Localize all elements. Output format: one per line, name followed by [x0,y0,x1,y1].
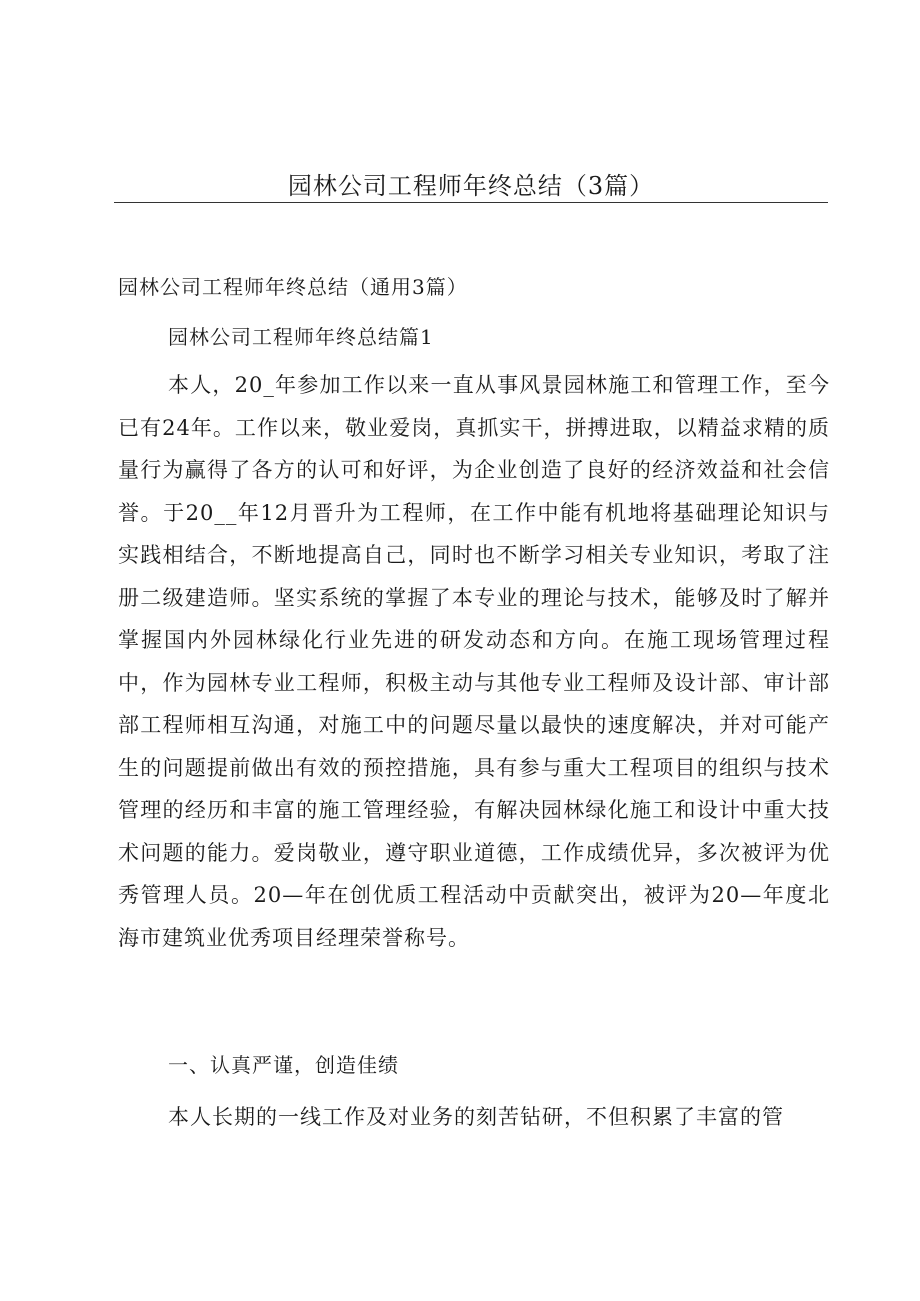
body-paragraph-2: 本人长期的一线工作及对业务的刻苦钻研，不但积累了丰富的管 [168,1105,784,1129]
section-title: 园林公司工程师年终总结篇1 [168,325,434,349]
document-title: 园林公司工程师年终总结（3篇） [287,172,655,200]
body-paragraph-1: 本人，20_年参加工作以来一直从事风景园林施工和管理工作，至今已有24年。工作以来，敬业爱岗，真抓实干，拼搏进取，以精益求精的质量行为赢得了各方的认可和好评，为企业创造了良好的经济效益和社会信誉。于20__年12月晋升为工程师，在工作中能有机地将基础理论知识与实践相结合，不断地提高自己，同时也不断学习相关专业知识，考取了注册二级建造师。坚实系统的掌握了本专业的理论与技术，能够及时了解并掌握国内外园林绿化行业先进的研发动态和方向。在施工现场管理过程中，作为园林专业工程师，积极主动与其他专业工程师及设计部、审计部部工程师相互沟通，对施工中的问题尽量以最快的速度解决，并对可能产生的问题提前做出有效的预控措施，具有参与重大工程项目的组织与技术管理的经历和丰富的施工管理经验，有解决园林绿化施工和设计中重大技术问题的能力。爱岗敬业，遵守职业道德，工作成绩优异，多次被评为优秀管理人员。20—年在创优质工程活动中贡献突出，被评为20—年度北海市建筑业优秀项目经理荣誉称号。 [118,373,830,950]
section-heading-1: 一、认真严谨，创造佳绩 [168,1053,399,1077]
document-subtitle: 园林公司工程师年终总结（通用3篇） [118,275,468,299]
title-underline [114,202,828,203]
